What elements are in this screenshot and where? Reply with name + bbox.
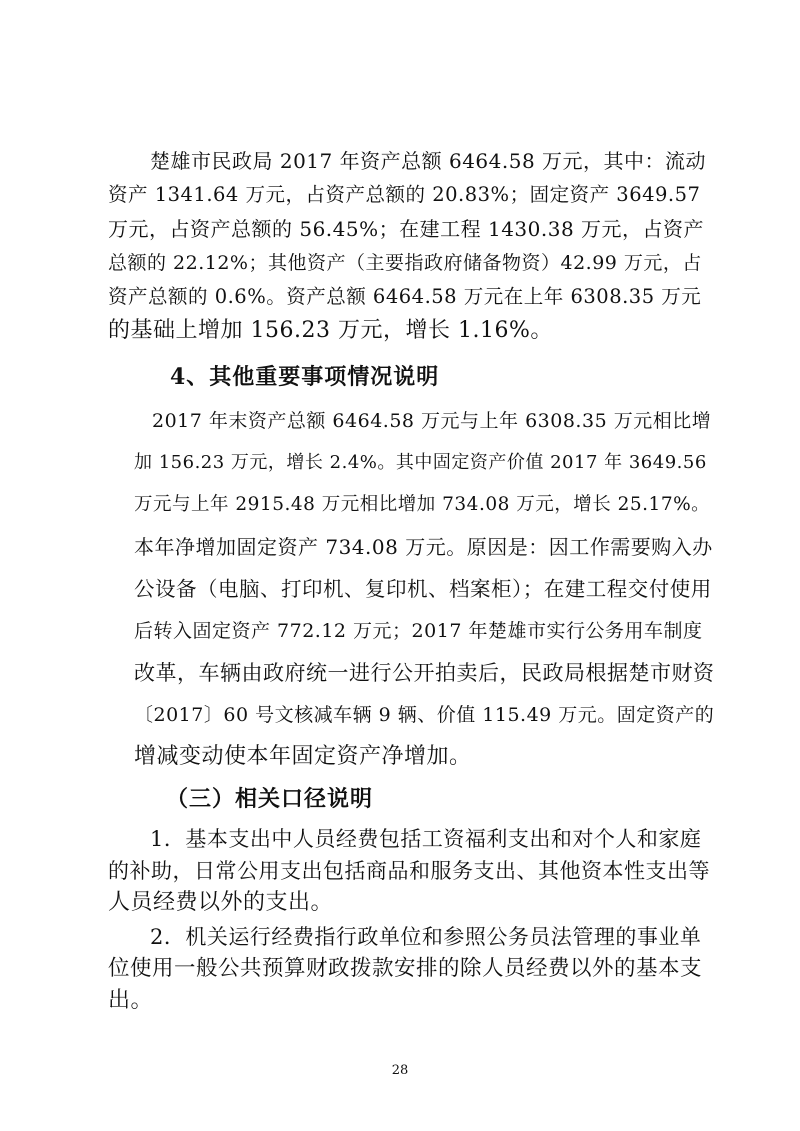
assets-line-1: 楚雄市民政局 2017 年资产总额 6464.58 万元，其中：流动 xyxy=(150,149,707,173)
assets-line-6: 的基础上增加 156.23 万元，增长 1.16%。 xyxy=(108,318,553,343)
definition-1-line-3: 人员经费以外的支出。 xyxy=(108,890,334,915)
assets-line-3: 万元，占资产总额的 56.45%；在建工程 1430.38 万元，占资产 xyxy=(108,217,705,241)
heading-definitions: （三）相关口径说明 xyxy=(166,786,374,812)
other-line-4: 本年净增加固定资产 734.08 万元。原因是：因工作需要购入办 xyxy=(134,535,713,559)
assets-line-4: 总额的 22.12%；其他资产（主要指政府储备物资）42.99 万元，占 xyxy=(108,252,702,274)
other-line-5: 公设备（电脑、打印机、复印机、档案柜）；在建工程交付使用 xyxy=(134,577,712,601)
other-line-7: 改革，车辆由政府统一进行公开拍卖后，民政局根据楚市财资 xyxy=(134,661,715,685)
other-line-1: 2017 年末资产总额 6464.58 万元与上年 6308.35 万元相比增 xyxy=(152,410,712,432)
definition-2-line-3: 出。 xyxy=(108,988,154,1013)
definition-2-line-2: 位使用一般公共预算财政拨款安排的除人员经费以外的基本支 xyxy=(108,956,703,981)
other-line-9: 增减变动使本年固定资产净增加。 xyxy=(134,744,472,769)
definition-1-line-2: 的补助，日常公用支出包括商品和服务支出、其他资本性支出等 xyxy=(108,859,710,883)
other-line-3: 万元与上年 2915.48 万元相比增加 734.08 万元，增长 25.17%。 xyxy=(134,494,711,515)
definition-2-line-1: 2．机关运行经费指行政单位和参照公务员法管理的事业单 xyxy=(150,925,702,949)
definition-1-line-1: 1．基本支出中人员经费包括工资福利支出和对个人和家庭 xyxy=(150,827,702,851)
other-line-6: 后转入固定资产 772.12 万元；2017 年楚雄市实行公务用车制度 xyxy=(134,620,703,642)
other-line-8: 〔2017〕60 号文核减车辆 9 辆、价值 115.49 万元。固定资产的 xyxy=(134,704,715,726)
assets-line-5: 资产总额的 0.6%。资产总额 6464.58 万元在上年 6308.35 万元 xyxy=(108,285,702,308)
page-number: 28 xyxy=(391,1063,409,1078)
assets-line-2: 资产 1341.64 万元，占资产总额的 20.83%；固定资产 3649.57 xyxy=(108,183,701,206)
other-line-2: 加 156.23 万元，增长 2.4%。其中固定资产价值 2017 年 3649.56 xyxy=(134,452,707,473)
heading-other-matters: 4、其他重要事项情况说明 xyxy=(170,364,440,390)
